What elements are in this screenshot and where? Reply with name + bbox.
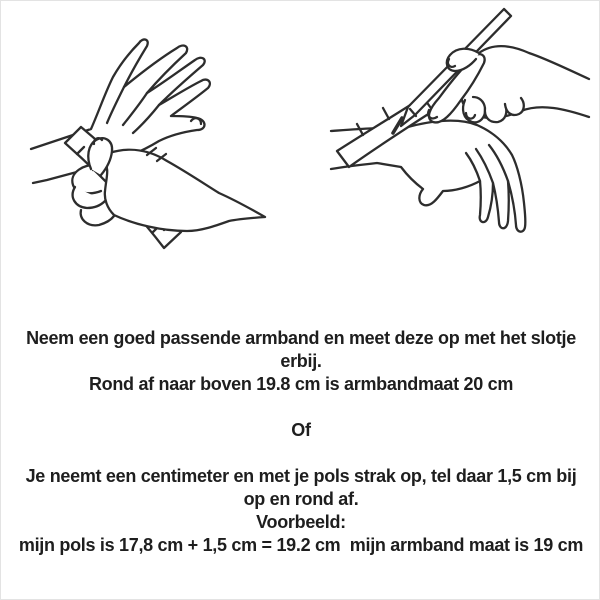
hand-measuring-wrist-with-tape-illustration xyxy=(11,3,311,271)
curled-finger xyxy=(81,210,114,225)
instructions xyxy=(1,327,600,557)
instruction-line: Neem een goed passende armband en meet deze op met het slotje xyxy=(26,328,576,348)
gripping-hand-back xyxy=(105,150,265,231)
instruction-line: Rond af naar boven 19.8 cm is armbandmaat 20 cm xyxy=(88,374,514,394)
instruction-line: mijn pols is 17,8 cm + 1,5 cm = 19.2 cm mijn armband maat is 19 cm xyxy=(18,535,584,555)
spacer-line xyxy=(1,396,600,419)
instruction-line: erbij. xyxy=(280,351,322,371)
instruction-line: Je neemt een centimeter en met je pols strak op, tel daar 1,5 cm bij xyxy=(25,466,577,486)
spacer-line xyxy=(1,442,600,465)
right-illustration-container xyxy=(321,3,591,271)
left-illustration-container xyxy=(11,3,311,271)
instruction-line: Voorbeeld: xyxy=(256,512,346,532)
hand-marking-tape-with-pen-illustration xyxy=(321,3,591,271)
separator-of: Of xyxy=(291,420,311,440)
instruction-line: op en rond af. xyxy=(243,489,359,509)
